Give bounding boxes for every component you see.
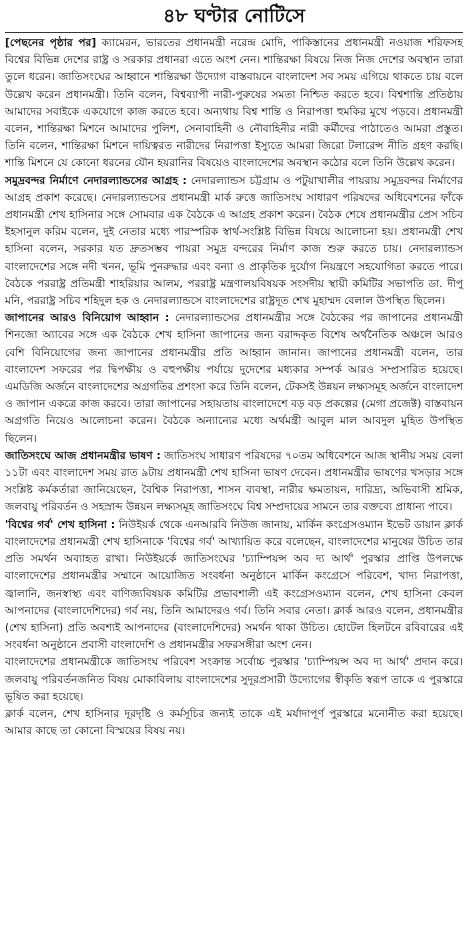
section-netherlands-seaport <box>5 173 463 311</box>
section-subhead: জাপানের আরও বিনিয়োগ আহ্বান : <box>5 312 170 325</box>
section-un-speech <box>5 448 463 517</box>
section-pride-of-world <box>5 517 463 655</box>
section-subhead: 'বিশ্বের গর্ব' শেখ হাসিনা : <box>5 518 116 531</box>
closing-paragraph-award: বাংলাদেশের প্রধানমন্ত্রীকে জাতিসংঘ পরিবেশ সংক্রান্ত সর্বোচ্চ পুরস্কার 'চ্যাম্পিয়ন্স অব দ্য আর্থ' প্রদান করে। জলবায়ু পরিবর্তনজনিত বিষয় মোকাবিলায় বাংলাদেশের সুদূরপ্রসারী উদ্যোগের স্বীকৃতি স্বরূপ তাকে এ পুরস্কারে ভূষিত করা হয়েছে। <box>5 656 463 703</box>
section-subhead: জাতিসংঘে আজ প্রধানমন্ত্রীর ভাষণ : <box>5 449 161 462</box>
section-text: জাতিসংঘ সাধারণ পরিষদের ৭০তম অধিবেশনে আজ স্থানীয় সময় বেলা ১১টা এবং বাংলাদেশ সময় রাত ৯টায় প্রধানমন্ত্রী শেখ হাসিনা ভাষণ দেবেন। প্রধানমন্ত্রীর ভাষণের খসড়ার সঙ্গে সংশ্লিষ্ট কর্মকর্তারা জানিয়েছেন, বৈশ্বিক নিরাপত্তা, শাসন ব্যবস্থা, নারীর ক্ষমতায়ন, দারিদ্র্য, অভিবাসী শ্রমিক, জলবায়ু পরিবর্তন ও সহস্রাব্দ উন্নয়ন লক্ষ্যসমূহ জাতিসংঘে বিশ্ব সম্প্রদায়ের সামনে তার বক্তব্যে প্রাধান্য পাবে। <box>5 449 464 514</box>
article-body <box>5 35 463 740</box>
section-text: নিউইয়র্ক থেকে এনআরবি নিউজ জানায়, মার্কিন কংগ্রেসওম্যান ইভেট ডায়ান ক্লার্ক বাংলাদেশের প্রধানমন্ত্রী শেখ হাসিনাকে 'বিশ্বের গর্ব' আখ্যায়িত করে বলেছেন, বাংলাদেশের মানুষের উচিত তার প্রতি সমর্থন অব্যাহত রাখা। নিউইয়র্কে জাতিসংঘের 'চ্যাম্পিয়ন্স অব দ্য আর্থ' পুরস্কার প্রাপ্তি উপলক্ষে বাংলাদেশের প্রধানমন্ত্রীর সম্মানে আয়োজিত সংবর্ধনা অনুষ্ঠানে মার্কিন কংগ্রেসে পরিবেশ, খাদ্য নিরাপত্তা, জ্বালানি, জনস্বাস্থ্য এবং বাণিজ্যবিষয়ক কমিটির প্রভাবশালী এই কংগ্রেসওম্যান বলেন, শেখ হাসিনা কেবল আপনাদের (বাংলাদেশিদের) গর্ব নয়, তিনি আমাদেরও গর্ব। তিনি সবার নেতা। ক্লার্ক আরও বলেন, প্রধানমন্ত্রীর (শেখ হাসিনা) প্রতি অবশ্যই আপনাদের (বাংলাদেশিদের) সমর্থন থাকা উচিত। হোটেল হিলটনে রবিবারের এই সংবর্ধনা অনুষ্ঠানে প্রবাসী বাংলাদেশি ও প্রধানমন্ত্রীর সফরসঙ্গীরা অংশ নেন। <box>5 518 463 652</box>
lead-paragraph <box>5 35 463 173</box>
section-subhead: সমুদ্রবন্দর নির্মাণে নেদারল্যান্ডসের আগ্রহ : <box>5 174 187 187</box>
section-text: নেদারল্যান্ডস চট্টগ্রাম ও পটুয়াখালীর পায়রায় সমুদ্রবন্দর নির্মাণের আগ্রহ প্রকাশ করেছে। নেদারল্যান্ডসের প্রধানমন্ত্রী মার্ক রুত্তে জাতিসংঘ সাধারণ পরিষদের অধিবেশনের ফাঁকে প্রধানমন্ত্রী শেখ হাসিনার সঙ্গে সোমবার এক বৈঠকে এ আগ্রহ প্রকাশ করেন। বৈঠক শেষে প্রধানমন্ত্রীর প্রেস সচিব ইহসানুল করিম বলেন, দুই নেতার মধ্যে পারস্পরিক স্বার্থ-সংশ্লিষ্ট বিভিন্ন বিষয়ে আলোচনা হয়। প্রধানমন্ত্রী শেখ হাসিনা বলেন, সরকার যত দ্রুতসম্ভব পায়রা সমুদ্র বন্দরের নির্মাণ কাজ শুরু করতে চায়। নেদারল্যান্ডস বাংলাদেশের সঙ্গে নদী খনন, ভূমি পুনরুদ্ধার এবং বন্যা ও প্রাকৃতিক দুর্যোগ নিয়ন্ত্রণে সহযোগিতা করতে পারে। বৈঠকে পররাষ্ট্র প্রতিমন্ত্রী শাহরিয়ার আলম, পররাষ্ট্র মন্ত্রণালয়বিষয়ক সংসদীয় স্থায়ী কমিটির সভাপতি ডা. দীপু মনি, পররাষ্ট্র সচিব শহিদুল হক ও নেদারল্যান্ডসে বাংলাদেশের রাষ্ট্রদূত শেখ মুহাম্মদ বেলাল উপস্থিত ছিলেন। <box>5 174 463 308</box>
section-text: নেদারল্যান্ডসের প্রধানমন্ত্রীর সঙ্গে বৈঠকের পর জাপানের প্রধানমন্ত্রী শিনজো অ্যাবের সঙ্গে এক বৈঠকে শেখ হাসিনা জাপানের জন্য বরাদ্দকৃত বিশেষ অর্থনৈতিক অঞ্চলে আরও বেশি বিনিয়োগের জন্য জাপানের প্রধানমন্ত্রীর প্রতি আহ্বান জানান। জাপানের প্রধানমন্ত্রী বলেন, তার বাংলাদেশ সফরের পর দ্বিপক্ষীয় ও বহুপক্ষীয় পর্যায়ে দুদেশের মধ্যকার সম্পর্ক আরও সম্প্রসারিত হয়েছে। এমডিজি অর্জনে বাংলাদেশের অগ্রগতির প্রশংসা করে তিনি বলেন, টেকসই উন্নয়ন লক্ষ্যসমূহ অর্জনে বাংলাদেশ ও জাপান একত্রে কাজ করবে। তারা জাপানের সহায়তায় বাংলাদেশে বড় বড় প্রকল্পের (মেগা প্রজেক্ট) বাস্তবায়ন অগ্রগতি নিয়েও আলোচনা করেন। বৈঠকে অন্যান্যের মধ্যে অর্থমন্ত্রী আবুল মাল আবদুল মুহিত উপস্থিত ছিলেন। <box>5 312 463 445</box>
section-japan-investment <box>5 310 463 448</box>
continuation-kicker: [পেছনের পৃষ্ঠার পর] <box>5 37 97 49</box>
headline: ৪৮ ঘণ্টার নোটিসে <box>163 5 305 27</box>
closing-paragraph-clarke: ক্লার্ক বলেন, শেখ হাসিনার দূরদৃষ্টি ও কর্মসূচির জন্যই তাকে এই মর্যাদাপূর্ণ পুরস্কারে মনোনীত করা হয়েছে। আমার কাছে তা কোনো বিস্ময়ের বিষয় নয়। <box>5 707 463 738</box>
headline-divider <box>5 32 463 33</box>
lead-text: ক্যামেরন, ভারতের প্রধানমন্ত্রী নরেন্দ্র মোদি, পাকিস্তানের প্রধানমন্ত্রী নওয়াজ শরিফসহ বিশ্বের বিভিন্ন দেশের রাষ্ট্র ও সরকার প্রধানরা এতে অংশ নেন। শান্তিরক্ষা বিষয়ে নিজ নিজ দেশের অবস্থান তারা তুলে ধরেন। জাতিসংঘের আহ্বানে শান্তিরক্ষা উদ্যোগ বাস্তবায়নে বাংলাদেশ সব সময় এগিয়ে থাকতে চায় বলে উল্লেখ করেন প্রধানমন্ত্রী। তিনি বলেন, বিশ্বব্যাপী নারী-পুরুষের সমতা নিশ্চিত করতে হবে। বিশ্বশান্তি প্রতিষ্ঠায় আমাদের সবাইকে একযোগে কাজ করতে হবে। অন্যথায় বিশ্ব শান্তি ও নিরাপত্তা হুমকির মুখে পড়বে। প্রধানমন্ত্রী বলেন, শান্তিরক্ষা মিশনে আমাদের পুলিশ, সেনাবাহিনী ও নৌবাহিনীর নারী কর্মীদের পাঠাতেও আমরা প্রস্তুত। তিনি বলেন, শান্তিরক্ষা মিশনে দায়িত্বরত নারীদের নিরাপত্তা ইস্যুতে আমরা জিরো টলারেন্স নীতি গ্রহণ করছি। শান্তি মিশনে যে কোনো ধরনের যৌন হয়রানির বিষয়েও বাংলাদেশের অবস্থান কঠোর বলে তিনি উল্লেখ করেন। <box>5 37 463 170</box>
